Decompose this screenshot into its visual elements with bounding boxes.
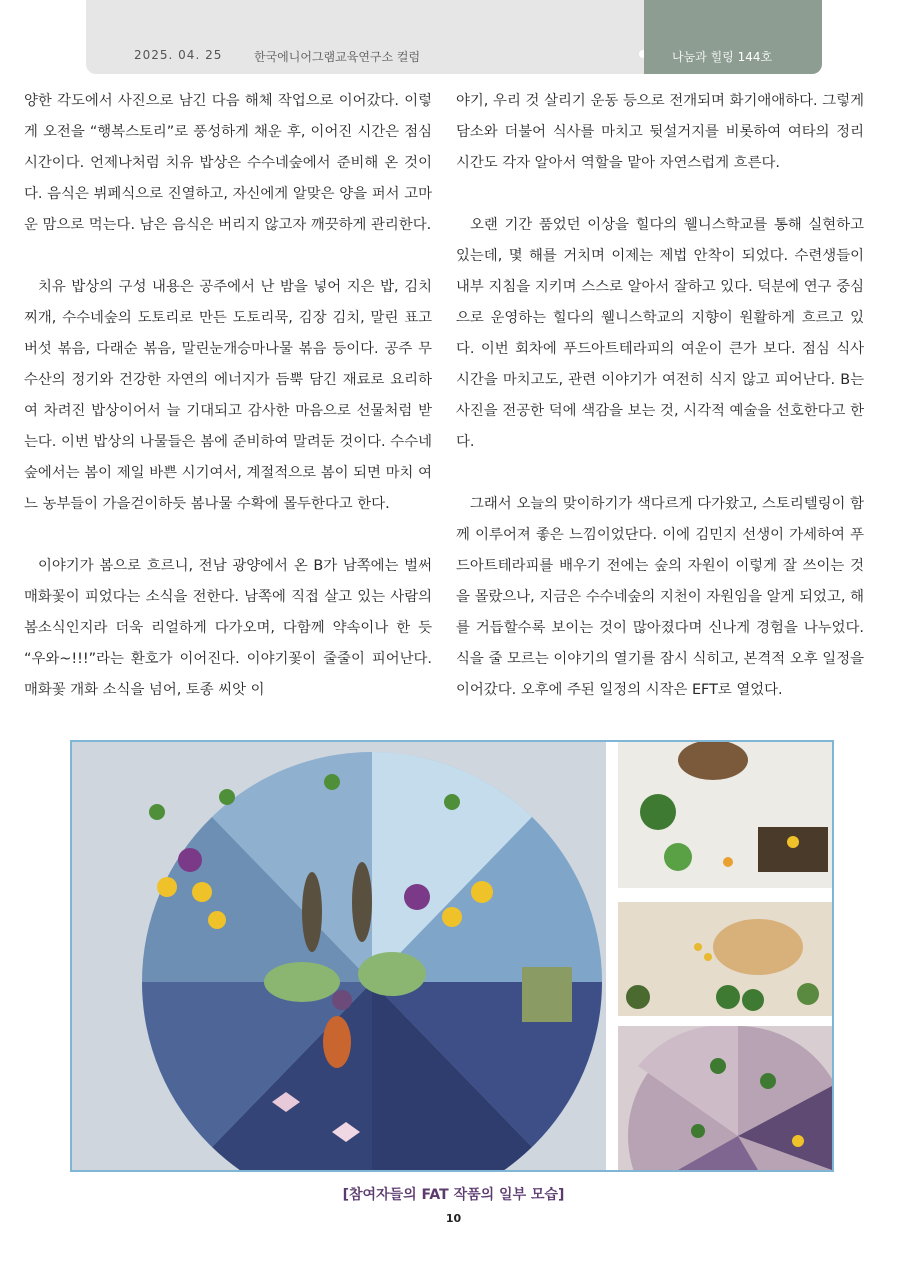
page-number: 10 bbox=[445, 1212, 462, 1225]
paragraph: 오랜 기간 품었던 이상을 힐다의 웰니스학교를 통해 실현하고 있는데, 몇 해를 거치며 이제는 제법 안착이 되었다. 수련생들이 내부 지침을 지키며 스스로 알아서 잘하고 있다. 덕분에 연구 중심으로 운영하는 힐다의 웰니스학교의 지향이 원활하게 흐르고 있다. 이번 회차에 푸드아트테라피의 여운이 큰가 보다. 점심 식사 시간을 마치고도, 관련 이야기가 여전히 식지 않고 피어난다. B는 사진을 전공한 덕에 색감을 보는 것, 시각적 예술을 선호한다고 한다. bbox=[456, 217, 864, 450]
right-column bbox=[456, 86, 864, 706]
side-photo-3 bbox=[618, 1026, 832, 1170]
header-date: 2025. 04. 25 bbox=[134, 48, 223, 62]
issue-label: 나눔과 힐링 144호 bbox=[672, 50, 773, 64]
paragraph: 이야기가 봄으로 흐르니, 전남 광양에서 온 B가 남쪽에는 벌써 매화꽃이 피었다는 소식을 전한다. 남쪽에 직접 살고 있는 사람의 봄소식인지라 더욱 리얼하게 다가오며, 다함께 약속이나 한 듯 “우와~!!!”라는 환호가 이어진다. 이야기꽃이 줄줄이 피어난다. 매화꽃 개화 소식을 넘어, 토종 씨앗 이 bbox=[24, 558, 432, 698]
page-header bbox=[86, 0, 822, 74]
paragraph: 양한 각도에서 사진으로 남긴 다음 해체 작업으로 이어갔다. 이렇게 오전을 “행복스토리”로 풍성하게 채운 후, 이어진 시간은 점심시간이다. 언제나처럼 치유 밥상은 수수네숲에서 준비해 온 것이다. 음식은 뷔페식으로 진열하고, 자신에게 알맞은 양을 퍼서 고마운 맘으로 먹는다. 남은 음식은 버리지 않고자 깨끗하게 관리한다. bbox=[24, 93, 432, 233]
paragraph: 그래서 오늘의 맞이하기가 색다르게 다가왔고, 스토리텔링이 함께 이루어져 좋은 느낌이었단다. 이에 김민지 선생이 가세하여 푸드아트테라피를 배우기 전에는 숲의 자원이 이렇게 잘 쓰이는 것을 몰랐으나, 지금은 수수네숲의 지천이 자원임을 알게 되었고, 해를 거듭할수록 보이는 것이 많아졌다며 신나게 경험을 나누었다. 식을 줄 모르는 이야기의 열기를 잠시 식히고, 본격적 오후 일정을 이어갔다. 오후에 주된 일정의 시작은 EFT로 열었다. bbox=[456, 496, 864, 698]
issue-tag bbox=[644, 0, 822, 74]
paragraph: 치유 밥상의 구성 내용은 공주에서 난 밤을 넣어 지은 밥, 김치찌개, 수수네숲의 도토리로 만든 도토리묵, 김장 김치, 말린 표고버섯 볶음, 다래순 볶음, 말린눈개승마나물 볶음 등이다. 공주 무수산의 정기와 건강한 자연의 에너지가 듬뿍 담긴 재료로 요리하여 차려진 밥상이어서 늘 기대되고 감사한 마음으로 선물처럼 받는다. 이번 밥상의 나물들은 봄에 준비하여 말려둔 것이다. 수수네숲에서는 봄이 제일 바쁜 시기여서, 계절적으로 봄이 되면 마치 여느 농부들이 가을걷이하듯 봄나물 수확에 몰두한다고 한다. bbox=[24, 279, 432, 512]
side-photo-2 bbox=[618, 902, 832, 1016]
header-org: 한국에니어그램교육연구소 컬럼 bbox=[254, 50, 421, 64]
photo-caption: [참여자들의 FAT 작품의 일부 모습] bbox=[342, 1187, 565, 1203]
main-photo bbox=[72, 742, 606, 1170]
photo-collage bbox=[70, 740, 834, 1172]
paragraph: 야기, 우리 것 살리기 운동 등으로 전개되며 화기애애하다. 그렇게 담소와 더불어 식사를 마치고 뒷설거지를 비롯하여 여타의 정리 시간도 각자 알아서 역할을 맡아 자연스럽게 흐른다. bbox=[456, 93, 864, 171]
left-column bbox=[24, 86, 432, 706]
side-photo-1 bbox=[618, 742, 832, 888]
